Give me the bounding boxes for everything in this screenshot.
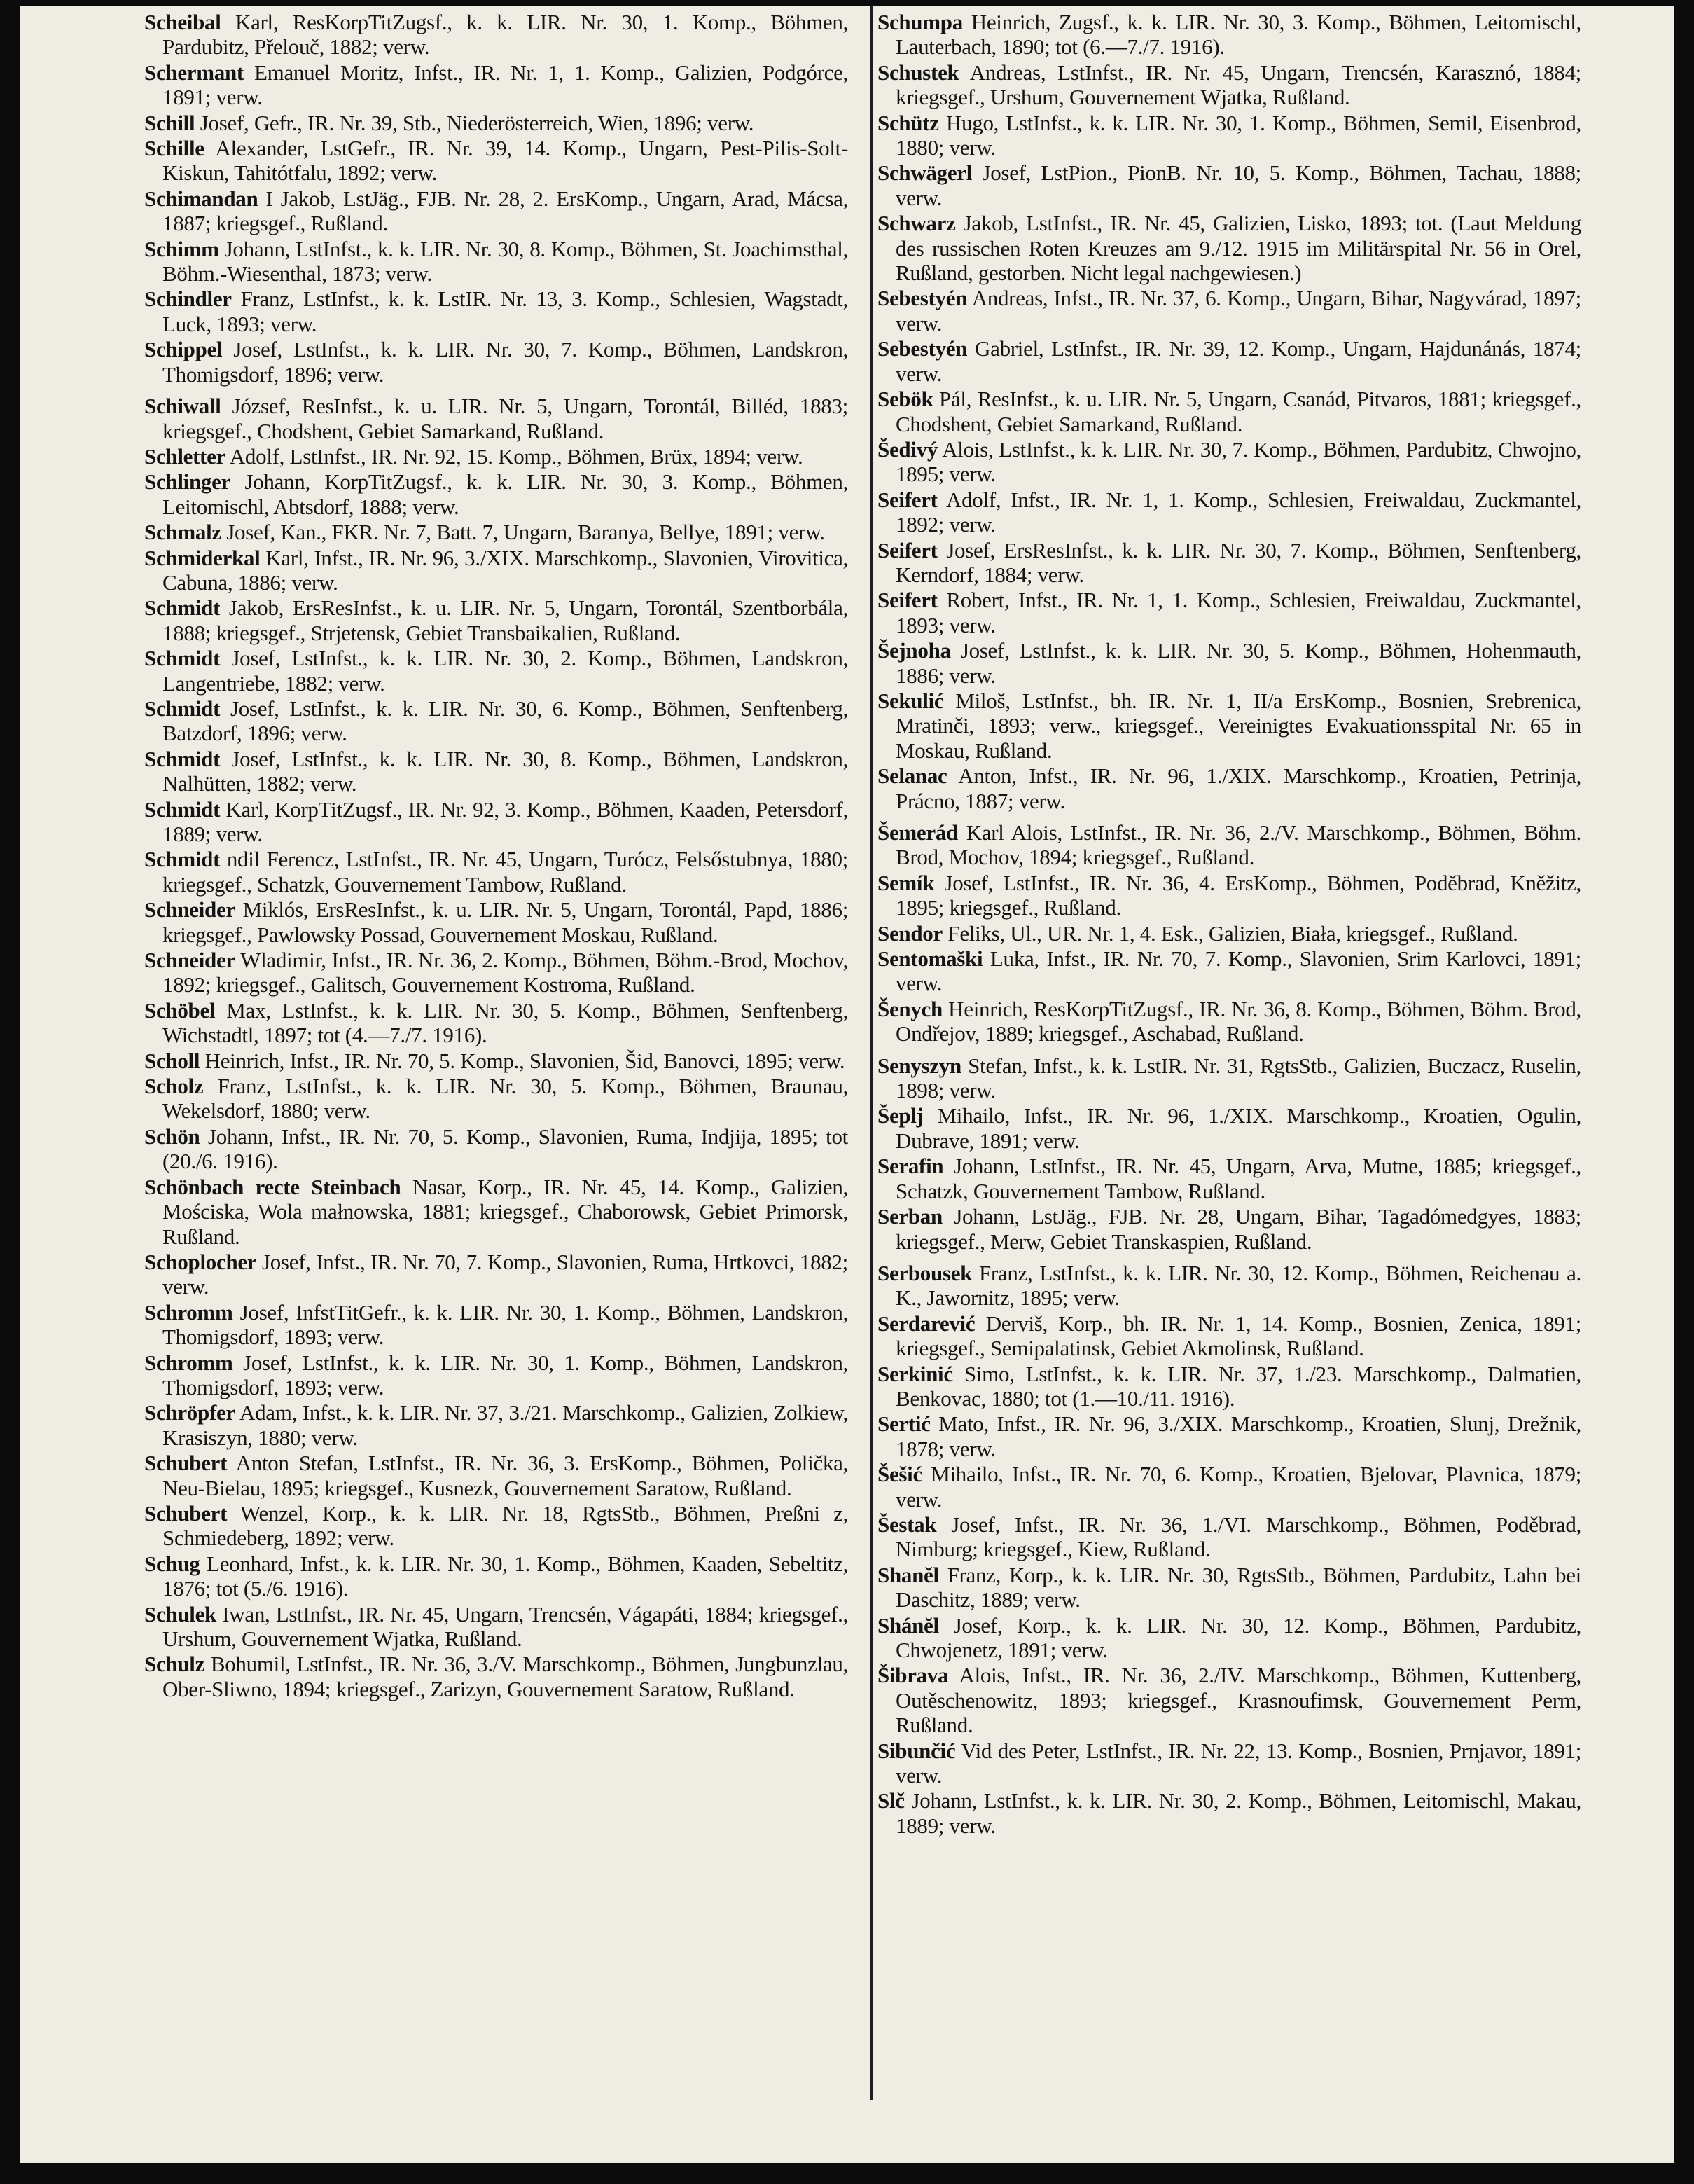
entry-details: Pál, ResInfst., k. u. LIR. Nr. 5, Ungarn, Csanád, Pitvaros, 1881; kriegsgef., Chodshent, Gebiet Samarkand, Rußland. [896, 387, 1582, 436]
entry-surname: Šemerád [877, 820, 958, 845]
casualty-entry [144, 998, 848, 1048]
entry-surname: Scholz [144, 1074, 204, 1099]
entry-surname: Schulz [144, 1652, 205, 1677]
casualty-entry [144, 10, 848, 60]
right-column [877, 10, 1581, 1839]
entry-details: Stefan, Infst., k. k. LstIR. Nr. 31, RgtsStb., Galizien, Buczacz, Ruselin, 1898; verw. [896, 1053, 1582, 1103]
entry-surname: Sekulić [877, 688, 944, 713]
casualty-entry [877, 763, 1581, 813]
entry-surname: Schubert [144, 1451, 228, 1476]
entry-details: Miloš, LstInfst., bh. IR. Nr. 1, II/a ErsKomp., Bosnien, Srebrenica, Mratinči, 1893; verw., kriegsgef., Vereinigtes Evakuationsspital Nr. 65 in Moskau, Rußland. [896, 688, 1581, 763]
casualty-entry [877, 111, 1581, 160]
entry-details: Johann, KorpTitZugsf., k. k. LIR. Nr. 30, 3. Komp., Böhmen, Leitomischl, Abtsdorf, 1888; verw. [162, 469, 848, 519]
entry-details: Jakob, ErsResInfst., k. u. LIR. Nr. 5, Ungarn, Torontál, Szentborbála, 1888; kriegsgef., Strjetensk, Gebiet Transbaikalien, Rußland. [162, 595, 848, 645]
entry-details: József, ResInfst., k. u. LIR. Nr. 5, Ungarn, Torontál, Billéd, 1883; kriegsgef., Chodshent, Gebiet Samarkand, Rußland. [162, 394, 848, 443]
entry-surname: Shánĕl [877, 1612, 939, 1638]
entry-surname: Sebestyén [877, 336, 968, 361]
casualty-entry [144, 520, 848, 544]
entry-details: Hugo, LstInfst., k. k. LIR. Nr. 30, 1. Komp., Böhmen, Semil, Eisenbrod, 1880; verw. [896, 110, 1581, 160]
entry-details: Josef, Korp., k. k. LIR. Nr. 30, 12. Komp., Böhmen, Pardubitz, Chwojenetz, 1891; verw. [896, 1612, 1581, 1662]
entry-surname: Schille [144, 136, 204, 161]
entry-surname: Schmiderkal [144, 545, 261, 570]
entry-surname: Sebestyén [877, 286, 968, 311]
entry-surname: Sendor [877, 920, 943, 946]
entry-surname: Schustek [877, 60, 959, 85]
entry-details: Alois, Infst., IR. Nr. 36, 2./IV. Marschkomp., Böhmen, Kuttenberg, Outěschenowitz, 1893; kriegsgef., Krasnoufimsk, Gouvernement Perm, Rußland. [896, 1663, 1581, 1738]
casualty-entry [144, 286, 848, 336]
entry-surname: Schromm [144, 1299, 233, 1325]
entry-details: Derviš, Korp., bh. IR. Nr. 1, 14. Komp., Bosnien, Zenica, 1891; kriegsgef., Semipalatinsk, Gebiet Akmolinsk, Rußland. [896, 1311, 1582, 1361]
casualty-entry [877, 1613, 1581, 1663]
casualty-entry [144, 394, 848, 443]
entry-details: Mato, Infst., IR. Nr. 96, 3./XIX. Marschkomp., Kroatien, Slunj, Drežnik, 1878; verw. [896, 1411, 1582, 1461]
entry-surname: Schmidt [144, 696, 221, 721]
casualty-entry [144, 696, 848, 746]
entry-surname: Šeplj [877, 1103, 924, 1128]
entry-details: Anton, Infst., IR. Nr. 96, 1./XIX. Marschkomp., Kroatien, Petrinja, Prácno, 1887; verw. [896, 763, 1581, 813]
entry-surname: Slč [877, 1788, 905, 1813]
entry-details: Johann, LstInfst., k. k. LIR. Nr. 30, 8. Komp., Böhmen, St. Joachimsthal, Böhm.-Wiesenthal, 1873; verw. [162, 236, 848, 286]
casualty-entry [877, 538, 1581, 588]
entry-surname: Schröpfer [144, 1400, 235, 1425]
casualty-entry [877, 1788, 1581, 1838]
entry-details: Karl, KorpTitZugsf., IR. Nr. 92, 3. Komp., Böhmen, Kaaden, Petersdorf, 1889; verw. [162, 796, 849, 846]
casualty-entry [877, 1563, 1581, 1612]
casualty-entry [877, 1739, 1581, 1788]
casualty-entry [144, 337, 848, 387]
casualty-entry [877, 336, 1581, 386]
casualty-entry [877, 946, 1581, 996]
casualty-entry [877, 1411, 1581, 1461]
casualty-entry [877, 1204, 1581, 1254]
entry-surname: Senyszyn [877, 1053, 961, 1078]
entry-details: Karl, Infst., IR. Nr. 96, 3./XIX. Marschkomp., Slavonien, Virovitica, Cabuna, 1886; verw. [162, 545, 848, 595]
casualty-entry [877, 820, 1581, 870]
entry-details: Josef, LstInfst., k. k. LIR. Nr. 30, 7. Komp., Böhmen, Landskron, Thomigsdorf, 1896; verw. [162, 337, 849, 387]
casualty-entry [144, 237, 848, 286]
entry-surname: Schneider [144, 897, 235, 922]
entry-details: Johann, LstInfst., IR. Nr. 45, Ungarn, Arva, Mutne, 1885; kriegsgef., Schatzk, Gouvernement Tambow, Rußland. [896, 1154, 1581, 1203]
casualty-entry [144, 1049, 848, 1073]
casualty-entry [144, 747, 848, 796]
casualty-entry [144, 595, 848, 645]
casualty-entry [144, 948, 848, 997]
entry-surname: Serafin [877, 1154, 944, 1179]
entry-surname: Schmidt [144, 646, 221, 671]
entry-details: Johann, LstJäg., FJB. Nr. 28, Ungarn, Bihar, Tagadómedgyes, 1883; kriegsgef., Merw, Gebiet Transkaspien, Rußland. [896, 1204, 1581, 1254]
casualty-entry [877, 1462, 1581, 1512]
casualty-entry [144, 444, 848, 469]
entry-surname: Schermant [144, 60, 244, 85]
entry-details: Max, LstInfst., k. k. LIR. Nr. 30, 5. Komp., Böhmen, Senftenberg, Wichstadtl, 1897; tot (4.—7./7. 1916). [162, 997, 849, 1048]
entry-surname: Shaněl [877, 1562, 939, 1587]
entry-surname: Schubert [144, 1500, 228, 1526]
casualty-entry [144, 1501, 848, 1551]
casualty-entry [877, 588, 1581, 637]
entry-details: Mihailo, Infst., IR. Nr. 96, 1./XIX. Marschkomp., Kroatien, Ogulin, Dubrave, 1891; verw. [896, 1103, 1582, 1153]
entry-details: Emanuel Moritz, Infst., IR. Nr. 1, 1. Komp., Galizien, Podgórce, 1891; verw. [162, 60, 849, 110]
casualty-entry [877, 1512, 1581, 1562]
entry-surname: Schmidt [144, 796, 221, 822]
entry-surname: Sebök [877, 387, 933, 412]
casualty-entry [144, 469, 848, 519]
entry-surname: Schütz [877, 110, 939, 135]
entry-surname: Serkinić [877, 1361, 953, 1386]
entry-details: Karl Alois, LstInfst., IR. Nr. 36, 2./V. Marschkomp., Böhmen, Böhm. Brod, Mochov, 1894; kriegsgef., Rußland. [896, 820, 1581, 870]
entry-surname: Semík [877, 870, 935, 895]
entry-surname: Scholl [144, 1048, 200, 1073]
casualty-entry [877, 921, 1581, 946]
entry-details: Gabriel, LstInfst., IR. Nr. 39, 12. Komp., Ungarn, Hajdunánás, 1874; verw. [896, 336, 1581, 386]
entry-details: ndil Ferencz, LstInfst., IR. Nr. 45, Ungarn, Turócz, Felsőstubnya, 1880; kriegsgef., Schatzk, Gouvernement Tambow, Rußland. [162, 847, 848, 897]
casualty-entry [877, 10, 1581, 60]
casualty-entry [144, 847, 848, 897]
casualty-entry [144, 111, 848, 135]
entry-details: Nasar, Korp., IR. Nr. 45, 14. Komp., Galizien, Mościska, Wola małnowska, 1881; kriegsgef., Chaborowsk, Gebiet Primorsk, Rußland. [162, 1174, 848, 1249]
entry-details: Johann, LstInfst., k. k. LIR. Nr. 30, 2. Komp., Böhmen, Leitomischl, Makau, 1889; verw. [896, 1788, 1581, 1838]
entry-surname: Serbousek [877, 1260, 973, 1285]
entry-surname: Šedivý [877, 436, 938, 462]
entry-surname: Selanac [877, 763, 947, 789]
entry-surname: Schmalz [144, 520, 221, 545]
entry-details: Josef, LstInfst., k. k. LIR. Nr. 30, 6. Komp., Böhmen, Senftenberg, Batzdorf, 1896; verw. [162, 696, 849, 746]
casualty-entry [877, 689, 1581, 763]
casualty-entry [144, 646, 848, 696]
casualty-entry [877, 60, 1581, 110]
casualty-entry [144, 1124, 848, 1174]
entry-details: Josef, LstPion., PionB. Nr. 10, 5. Komp., Böhmen, Tachau, 1888; verw. [896, 160, 1581, 210]
entry-surname: Schumpa [877, 10, 963, 34]
entry-surname: Schneider [144, 948, 235, 973]
entry-surname: Šestak [877, 1512, 937, 1537]
entry-details: Josef, LstInfst., k. k. LIR. Nr. 30, 8. Komp., Böhmen, Landskron, Nalhütten, 1882; verw. [162, 746, 848, 796]
entry-details: Iwan, LstInfst., IR. Nr. 45, Ungarn, Trencsén, Vágapáti, 1884; kriegsgef., Urshum, Gouvernement Wjatka, Rußland. [162, 1601, 848, 1651]
entry-surname: Serdarević [877, 1311, 976, 1336]
entry-surname: Schmidt [144, 746, 221, 771]
entry-details: Josef, Infst., IR. Nr. 70, 7. Komp., Slavonien, Ruma, Hrtkovci, 1882; verw. [162, 1249, 848, 1299]
entry-details: Josef, Kan., FKR. Nr. 7, Batt. 7, Ungarn, Baranya, Bellye, 1891; verw. [226, 520, 825, 545]
entry-details: Heinrich, Zugsf., k. k. LIR. Nr. 30, 3. Komp., Böhmen, Leitomischl, Lauterbach, 1890; tot (6.—7./7. 1916). [896, 10, 1581, 60]
entry-surname: Sentomaški [877, 946, 983, 972]
entry-surname: Schindler [144, 286, 232, 312]
casualty-entry [877, 871, 1581, 920]
document-page [20, 6, 1674, 2163]
entry-surname: Šešić [877, 1462, 922, 1487]
entry-surname: Sibunčić [877, 1738, 956, 1763]
casualty-entry [144, 1074, 848, 1124]
entry-surname: Serban [877, 1204, 943, 1229]
entry-details: Josef, InfstTitGefr., k. k. LIR. Nr. 30, 1. Komp., Böhmen, Landskron, Thomigsdorf, 1893; verw. [162, 1299, 848, 1350]
casualty-entry [877, 1311, 1581, 1361]
casualty-entry [877, 488, 1581, 537]
entry-details: Adolf, Infst., IR. Nr. 1, 1. Komp., Schlesien, Freiwaldau, Zuckmantel, 1892; verw. [896, 487, 1581, 537]
entry-details: Simo, LstInfst., k. k. LIR. Nr. 37, 1./23. Marschkomp., Dalmatien, Benkovac, 1880; tot (1.—10./11. 1916). [896, 1361, 1581, 1411]
entry-surname: Seifert [877, 487, 938, 512]
entry-details: Heinrich, Infst., IR. Nr. 70, 5. Komp., Slavonien, Šid, Banovci, 1895; verw. [204, 1048, 845, 1073]
left-column [144, 10, 848, 1702]
entry-surname: Schwarz [877, 211, 956, 236]
entry-surname: Schippel [144, 337, 223, 362]
entry-details: Alexander, LstGefr., IR. Nr. 39, 14. Komp., Ungarn, Pest-Pilis-Solt-Kiskun, Tahitótfalu, 1892; verw. [162, 136, 848, 186]
entry-details: Andreas, Infst., IR. Nr. 37, 6. Komp., Ungarn, Bihar, Nagyvárad, 1897; verw. [896, 286, 1581, 336]
entry-details: Johann, Infst., IR. Nr. 70, 5. Komp., Slavonien, Ruma, Indjija, 1895; tot (20./6. 1916). [162, 1124, 848, 1174]
casualty-entry [144, 1350, 848, 1400]
entry-details: Alois, LstInfst., k. k. LIR. Nr. 30, 7. Komp., Böhmen, Pardubitz, Chwojno, 1895; verw. [896, 436, 1581, 487]
entry-details: Feliks, Ul., UR. Nr. 1, 4. Esk., Galizien, Biała, kriegsgef., Rußland. [947, 920, 1518, 946]
casualty-entry [144, 1451, 848, 1500]
entry-surname: Schön [144, 1124, 200, 1149]
casualty-entry [877, 1103, 1581, 1153]
entry-details: Franz, LstInfst., k. k. LstIR. Nr. 13, 3. Komp., Schlesien, Wagstadt, Luck, 1893; verw. [162, 286, 849, 336]
entry-details: Wenzel, Korp., k. k. LIR. Nr. 18, RgtsStb., Böhmen, Preßni z, Schmiedeberg, 1892; verw. [162, 1500, 848, 1551]
casualty-entry [144, 897, 848, 947]
casualty-entry [144, 1551, 848, 1601]
casualty-entry [877, 1053, 1581, 1103]
entry-surname: Schwägerl [877, 160, 973, 186]
entry-surname: Schug [144, 1551, 200, 1576]
entry-details: Anton Stefan, LstInfst., IR. Nr. 36, 3. ErsKomp., Böhmen, Polička, Neu-Bielau, 1895; kriegsgef., Kusnezk, Gouvernement Saratow, Rußland. [162, 1451, 848, 1500]
casualty-entry [144, 186, 848, 236]
column-divider [870, 6, 873, 2100]
entry-surname: Schimm [144, 236, 219, 261]
entry-details: Leonhard, Infst., k. k. LIR. Nr. 30, 1. Komp., Böhmen, Kaaden, Sebeltitz, 1876; tot (5./6. 1916). [162, 1551, 849, 1601]
entry-details: Miklós, ErsResInfst., k. u. LIR. Nr. 5, Ungarn, Torontál, Papd, 1886; kriegsgef., Pawlowsky Possad, Gouvernement Moskau, Rußland. [162, 897, 849, 947]
casualty-entry [144, 1400, 848, 1450]
entry-details: Andreas, LstInfst., IR. Nr. 45, Ungarn, Trencsén, Karasznó, 1884; kriegsgef., Urshum, Gouvernement Wjatka, Rußland. [896, 60, 1581, 110]
casualty-entry [144, 136, 848, 186]
entry-surname: Schiwall [144, 394, 221, 419]
entry-surname: Šejnoha [877, 638, 951, 663]
entry-surname: Schlinger [144, 469, 231, 495]
entry-surname: Seifert [877, 588, 938, 613]
entry-details: Josef, LstInfst., k. k. LIR. Nr. 30, 2. Komp., Böhmen, Landskron, Langentriebe, 1882; verw. [162, 646, 848, 696]
casualty-entry [144, 1300, 848, 1350]
casualty-entry [144, 546, 848, 595]
entry-details: Mihailo, Infst., IR. Nr. 70, 6. Komp., Kroatien, Bjelovar, Plavnica, 1879; verw. [896, 1462, 1582, 1512]
casualty-entry [144, 797, 848, 847]
entry-details: I Jakob, LstJäg., FJB. Nr. 28, 2. ErsKomp., Ungarn, Arad, Mácsa, 1887; kriegsgef., Rußland. [162, 186, 849, 236]
entry-surname: Schmidt [144, 847, 221, 872]
entry-surname: Schimandan [144, 186, 258, 211]
entry-details: Josef, Infst., IR. Nr. 36, 1./VI. Marschkomp., Böhmen, Poděbrad, Nimburg; kriegsgef., Kiew, Rußland. [896, 1512, 1581, 1562]
casualty-entry [877, 437, 1581, 487]
entry-surname: Scheibal [144, 10, 221, 34]
entry-surname: Schoplocher [144, 1249, 257, 1274]
casualty-entry [877, 1154, 1581, 1203]
entry-details: Franz, Korp., k. k. LIR. Nr. 30, RgtsStb., Böhmen, Pardubitz, Lahn bei Daschitz, 1889; verw. [896, 1562, 1581, 1612]
entry-details: Josef, LstInfst., k. k. LIR. Nr. 30, 1. Komp., Böhmen, Landskron, Thomigsdorf, 1893; verw. [162, 1350, 848, 1399]
entry-details: Josef, Gefr., IR. Nr. 39, Stb., Niederösterreich, Wien, 1896; verw. [200, 110, 754, 135]
entry-surname: Šenych [877, 996, 943, 1021]
entry-details: Karl, ResKorpTitZugsf., k. k. LIR. Nr. 30, 1. Komp., Böhmen, Pardubitz, Přelouč, 1882; verw. [162, 10, 848, 60]
casualty-entry [877, 997, 1581, 1046]
entry-surname: Schmidt [144, 595, 221, 621]
entry-surname: Schromm [144, 1350, 233, 1375]
entry-details: Wladimir, Infst., IR. Nr. 36, 2. Komp., Böhmen, Böhm.-Brod, Mochov, 1892; kriegsgef., Galitsch, Gouvernement Kostroma, Rußland. [162, 948, 849, 997]
entry-surname: Schulek [144, 1601, 216, 1626]
entry-surname: Schletter [144, 443, 226, 469]
entry-details: Franz, LstInfst., k. k. LIR. Nr. 30, 5. Komp., Böhmen, Braunau, Wekelsdorf, 1880; verw. [162, 1074, 849, 1124]
entry-surname: Sertić [877, 1411, 931, 1437]
entry-details: Adolf, LstInfst., IR. Nr. 92, 15. Komp., Böhmen, Brüx, 1894; verw. [229, 443, 803, 469]
entry-details: Luka, Infst., IR. Nr. 70, 7. Komp., Slavonien, Srim Karlovci, 1891; verw. [896, 946, 1581, 996]
casualty-entry [144, 1652, 848, 1701]
casualty-entry [877, 286, 1581, 336]
entry-details: Heinrich, ResKorpTitZugsf., IR. Nr. 36, 8. Komp., Böhmen, Böhm. Brod, Ondřejov, 1889; kriegsgef., Aschabad, Rußland. [896, 996, 1581, 1046]
entry-details: Josef, LstInfst., k. k. LIR. Nr. 30, 5. Komp., Böhmen, Hohenmauth, 1886; verw. [896, 638, 1582, 688]
entry-details: Jakob, LstInfst., IR. Nr. 45, Galizien, Lisko, 1893; tot. (Laut Meldung des russischen Roten Kreuzes am 9./12. 1915 im Militärspital Nr. 56 in Orel, Rußland, gestorben. Nicht legal nachgewiesen.) [896, 211, 1582, 286]
entry-surname: Šibrava [877, 1663, 949, 1688]
casualty-entry [877, 160, 1581, 210]
casualty-entry [877, 1362, 1581, 1411]
entry-surname: Schöbel [144, 997, 216, 1023]
entry-details: Josef, LstInfst., IR. Nr. 36, 4. ErsKomp., Böhmen, Poděbrad, Kněžitz, 1895; kriegsgef., Rußland. [896, 870, 1581, 920]
casualty-entry [877, 387, 1581, 436]
entry-surname: Schönbach recte Steinbach [144, 1174, 401, 1199]
casualty-entry [144, 1602, 848, 1652]
casualty-entry [144, 1175, 848, 1249]
entry-details: Vid des Peter, LstInfst., IR. Nr. 22, 13. Komp., Bosnien, Prnjavor, 1891; verw. [896, 1738, 1582, 1788]
entry-details: Josef, ErsResInfst., k. k. LIR. Nr. 30, 7. Komp., Böhmen, Senftenberg, Kerndorf, 1884; verw. [896, 537, 1581, 587]
entry-surname: Schill [144, 110, 195, 135]
casualty-entry [877, 211, 1581, 285]
casualty-entry [144, 1250, 848, 1299]
entry-details: Robert, Infst., IR. Nr. 1, 1. Komp., Schlesien, Freiwaldau, Zuckmantel, 1893; verw. [896, 588, 1582, 637]
casualty-entry [144, 60, 848, 110]
casualty-entry [877, 1261, 1581, 1311]
entry-details: Adam, Infst., k. k. LIR. Nr. 37, 3./21. Marschkomp., Galizien, Zolkiew, Krasiszyn, 1880; verw. [162, 1400, 848, 1450]
entry-details: Bohumil, LstInfst., IR. Nr. 36, 3./V. Marschkomp., Böhmen, Jungbunzlau, Ober-Sliwno, 1894; kriegsgef., Zarizyn, Gouvernement Saratow, Rußland. [162, 1652, 849, 1701]
entry-surname: Seifert [877, 537, 938, 562]
casualty-entry [877, 638, 1581, 688]
entry-details: Franz, LstInfst., k. k. LIR. Nr. 30, 12. Komp., Böhmen, Reichenau a. K., Jawornitz, 1895; verw. [896, 1260, 1581, 1311]
casualty-entry [877, 1663, 1581, 1737]
